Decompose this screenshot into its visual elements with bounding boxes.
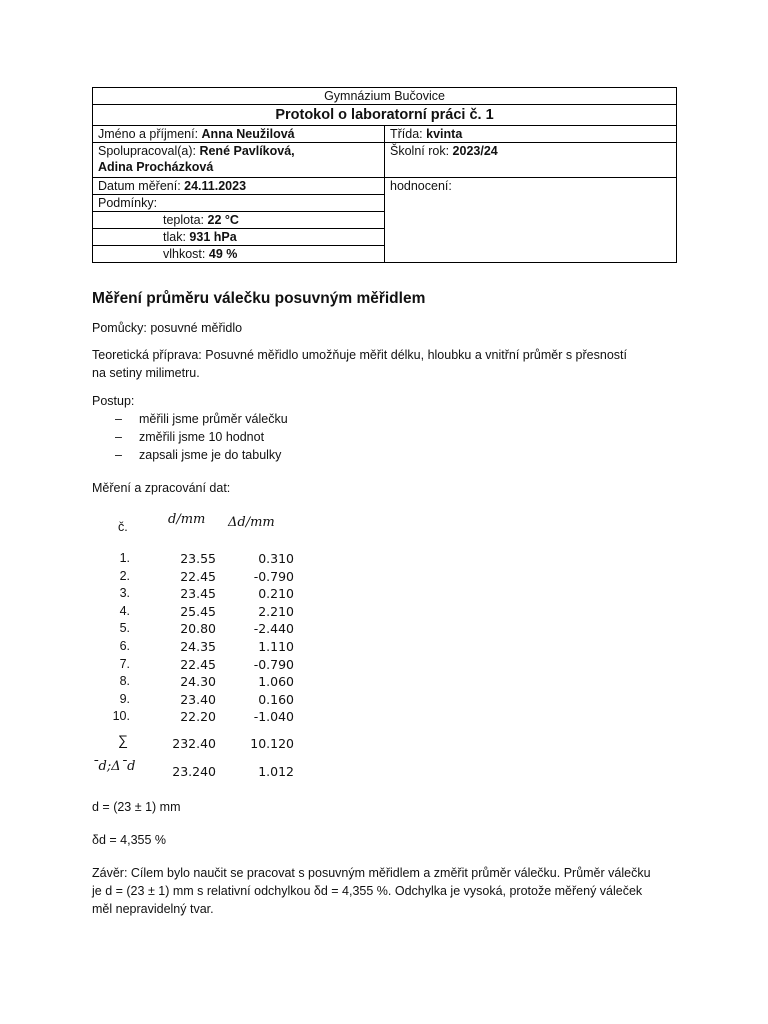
humidity-cell [93, 246, 385, 263]
result-relative: δd = 4,355 % [92, 833, 167, 847]
result-absolute: d = (23 ± 1) mm [92, 800, 181, 814]
temperature-label: teplota: [163, 213, 205, 227]
row-index: 9. [119, 692, 130, 706]
theory-line-2: na setiny milimetru. [92, 366, 200, 380]
date-cell [93, 178, 385, 195]
average-delta-d: 1.012 [258, 764, 294, 779]
procedure-list [115, 410, 288, 464]
grade-label: hodnocení: [390, 179, 452, 193]
row-delta-d-value: 0.210 [258, 586, 294, 601]
conclusion-line-2: je d = (23 ± 1) mm s relativní odchylkou δd = 4,355 %. Odchylka je vysoká, protože měřený váleček [92, 884, 643, 898]
row-delta-d-value: 1.060 [258, 674, 294, 689]
date-label: Datum měření: [98, 179, 181, 193]
procedure-label: Postup: [92, 394, 135, 408]
class-label: Třída: [390, 127, 423, 141]
pressure-cell [93, 229, 385, 246]
class-value: kvinta [426, 127, 463, 141]
procedure-step-2: změřili jsme 10 hodnot [139, 430, 265, 444]
partners-value-1: René Pavlíková, [199, 144, 295, 158]
row-index: 6. [119, 639, 130, 653]
tools-text: Pomůcky: posuvné měřidlo [92, 321, 243, 335]
row-index: 10. [112, 709, 130, 723]
student-name-value: Anna Neužilová [201, 127, 295, 141]
humidity-value: 49 % [208, 247, 238, 261]
sum-delta-d: 10.120 [250, 736, 294, 751]
row-d-value: 22.20 [180, 709, 216, 724]
student-name-cell [93, 126, 385, 143]
list-item [115, 410, 288, 428]
row-delta-d-value: -0.790 [253, 569, 294, 584]
row-delta-d-value: 0.310 [258, 551, 294, 566]
row-delta-d-value: -1.040 [253, 709, 294, 724]
partners-value-2: Adina Procházková [98, 160, 214, 174]
row-d-value: 24.30 [180, 674, 216, 689]
humidity-label: vlhkost: [163, 247, 206, 261]
conclusion-line-1: Závěr: Cílem bylo naučit se pracovat s posuvným měřidlem a změřit průměr válečku. Průměr válečku [92, 866, 651, 880]
sum-label: ∑ [118, 732, 128, 748]
row-d-value: 22.45 [180, 569, 216, 584]
row-d-value: 24.35 [180, 639, 216, 654]
row-index: 5. [119, 621, 130, 635]
school-year-cell [385, 143, 677, 178]
temperature-cell [93, 212, 385, 229]
row-delta-d-value: 1.110 [258, 639, 294, 654]
conclusion-line-3: měl nepravidelný tvar. [92, 902, 214, 916]
conditions-label: Podmínky: [93, 195, 385, 212]
procedure-step-3: zapsali jsme je do tabulky [139, 448, 282, 462]
procedure-step-1: měřili jsme průměr válečku [139, 412, 288, 426]
data-section-label: Měření a zpracování dat: [92, 481, 231, 495]
sum-d: 232.40 [172, 736, 216, 751]
theory-line-1: Teoretická příprava: Posuvné měřidlo umožňuje měřit délku, hloubku a vnitřní průměr s přesností [92, 348, 627, 362]
row-index: 4. [119, 604, 130, 618]
grade-cell [385, 178, 677, 263]
row-index: 2. [119, 569, 130, 583]
column-header-index: č. [118, 520, 128, 534]
average-d: 23.240 [172, 764, 216, 779]
row-d-value: 23.40 [180, 692, 216, 707]
list-item [115, 428, 288, 446]
row-delta-d-value: -2.440 [253, 621, 294, 636]
temperature-value: 22 °C [207, 213, 239, 227]
section-heading: Měření průměru válečku posuvným měřidlem [92, 290, 426, 307]
row-delta-d-value: 0.160 [258, 692, 294, 707]
row-delta-d-value: 2.210 [258, 604, 294, 619]
list-dash: – [115, 448, 122, 462]
partners-label: Spolupracoval(a): [98, 144, 196, 158]
school-year-label: Školní rok: [390, 144, 450, 158]
average-label: ¯d;Δ¯d [92, 759, 136, 774]
list-item [115, 446, 288, 464]
protocol-header-table [92, 87, 677, 263]
partners-cell [93, 143, 385, 178]
row-d-value: 20.80 [180, 621, 216, 636]
column-header-d: d/mm [168, 512, 206, 527]
row-d-value: 22.45 [180, 657, 216, 672]
row-d-value: 23.55 [180, 551, 216, 566]
list-dash: – [115, 430, 122, 444]
protocol-title: Protokol o laboratorní práci č. 1 [93, 105, 677, 126]
row-index: 1. [119, 551, 130, 565]
row-delta-d-value: -0.790 [253, 657, 294, 672]
row-index: 8. [119, 674, 130, 688]
pressure-value: 931 hPa [189, 230, 237, 244]
row-d-value: 23.45 [180, 586, 216, 601]
date-value: 24.11.2023 [184, 179, 247, 193]
row-index: 3. [119, 586, 130, 600]
student-name-label: Jméno a příjmení: [98, 127, 199, 141]
pressure-label: tlak: [163, 230, 186, 244]
list-dash: – [115, 412, 122, 426]
school-year-value: 2023/24 [452, 144, 498, 158]
school-name: Gymnázium Bučovice [93, 88, 677, 105]
theory-text [92, 346, 627, 382]
row-index: 7. [119, 657, 130, 671]
conclusion [92, 864, 651, 918]
column-header-delta-d: Δd/mm [228, 515, 275, 530]
row-d-value: 25.45 [180, 604, 216, 619]
class-cell [385, 126, 677, 143]
